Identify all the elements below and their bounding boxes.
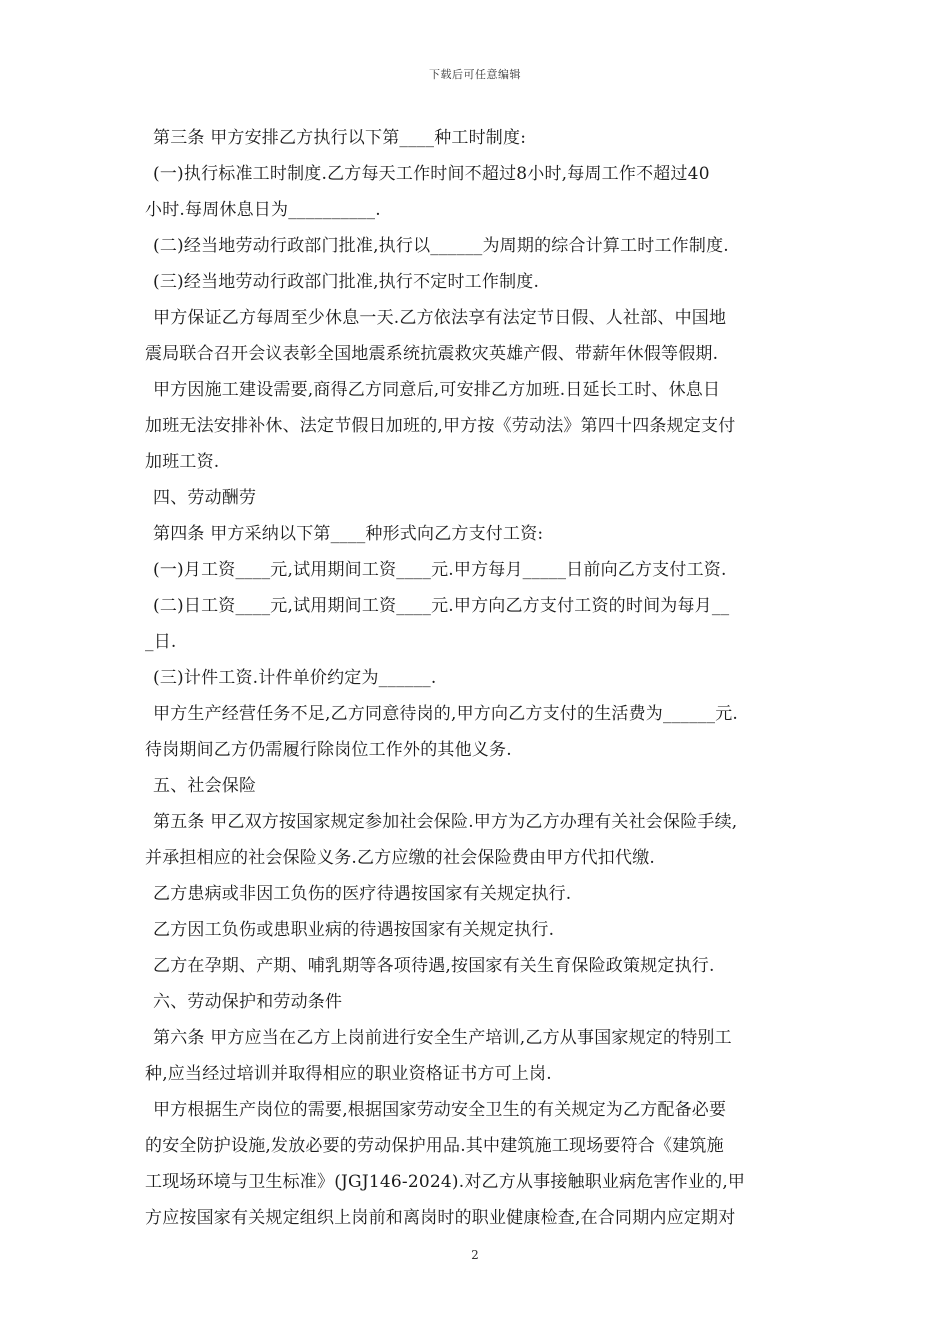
text-line: _日. [145,632,177,652]
text-line: 五、社会保险 [153,776,257,796]
text-line: (三)计件工资.计件单价约定为______. [153,668,437,688]
text-line: 第六条 甲方应当在乙方上岗前进行安全生产培训,乙方从事国家规定的特别工 [153,1028,732,1048]
text-line: 四、劳动酬劳 [153,488,257,508]
text-line: 乙方患病或非因工负伤的医疗待遇按国家有关规定执行. [153,884,572,904]
page-number: 2 [471,1248,479,1262]
text-line: 待岗期间乙方仍需履行除岗位工作外的其他义务. [145,740,512,760]
text-line: 种,应当经过培训并取得相应的职业资格证书方可上岗. [145,1064,552,1084]
text-line: (二)日工资____元,试用期间工资____元.甲方向乙方支付工资的时间为每月__ [153,596,730,616]
text-line: 的安全防护设施,发放必要的劳动保护用品.其中建筑施工现场要符合《建筑施 [145,1136,724,1156]
text-line: 甲方保证乙方每周至少休息一天.乙方依法享有法定节日假、人社部、中国地 [153,308,727,328]
text-line: 第四条 甲方采纳以下第____种形式向乙方支付工资: [153,524,544,544]
text-line: 工现场环境与卫生标准》(JGJ146-2024).对乙方从事接触职业病危害作业的,甲 [145,1172,746,1192]
page-header: 下载后可任意编辑 [429,68,521,81]
text-line: 甲方因施工建设需要,商得乙方同意后,可安排乙方加班.日延长工时、休息日 [153,380,721,400]
text-line: 乙方因工负伤或患职业病的待遇按国家有关规定执行. [153,920,555,940]
text-line: (一)执行标准工时制度.乙方每天工作时间不超过8小时,每周工作不超过40 [153,164,710,184]
text-line: 第五条 甲乙双方按国家规定参加社会保险.甲方为乙方办理有关社会保险手续, [153,812,738,832]
text-line: 乙方在孕期、产期、哺乳期等各项待遇,按国家有关生育保险政策规定执行. [153,956,715,976]
text-line: (三)经当地劳动行政部门批准,执行不定时工作制度. [153,272,540,292]
text-line: 甲方根据生产岗位的需要,根据国家劳动安全卫生的有关规定为乙方配备必要 [153,1100,727,1120]
text-line: 震局联合召开会议表彰全国地震系统抗震救灾英雄产假、带薪年休假等假期. [145,344,719,364]
document-body [145,120,813,1236]
text-line: 并承担相应的社会保险义务.乙方应缴的社会保险费由甲方代扣代缴. [145,848,656,868]
text-line: 六、劳动保护和劳动条件 [153,992,343,1012]
text-line: (一)月工资____元,试用期间工资____元.甲方每月_____日前向乙方支付工资. [153,560,727,580]
text-line: 小时.每周休息日为__________. [145,200,381,220]
text-line: 第三条 甲方安排乙方执行以下第____种工时制度: [153,128,527,148]
text-line: 加班工资. [145,452,220,472]
text-line: 方应按国家有关规定组织上岗前和离岗时的职业健康检查,在合同期内应定期对 [145,1208,736,1228]
text-line: (二)经当地劳动行政部门批准,执行以______为周期的综合计算工时工作制度. [153,236,729,256]
text-line: 加班无法安排补休、法定节假日加班的,甲方按《劳动法》第四十四条规定支付 [145,416,736,436]
text-line: 甲方生产经营任务不足,乙方同意待岗的,甲方向乙方支付的生活费为______元. [153,704,739,724]
